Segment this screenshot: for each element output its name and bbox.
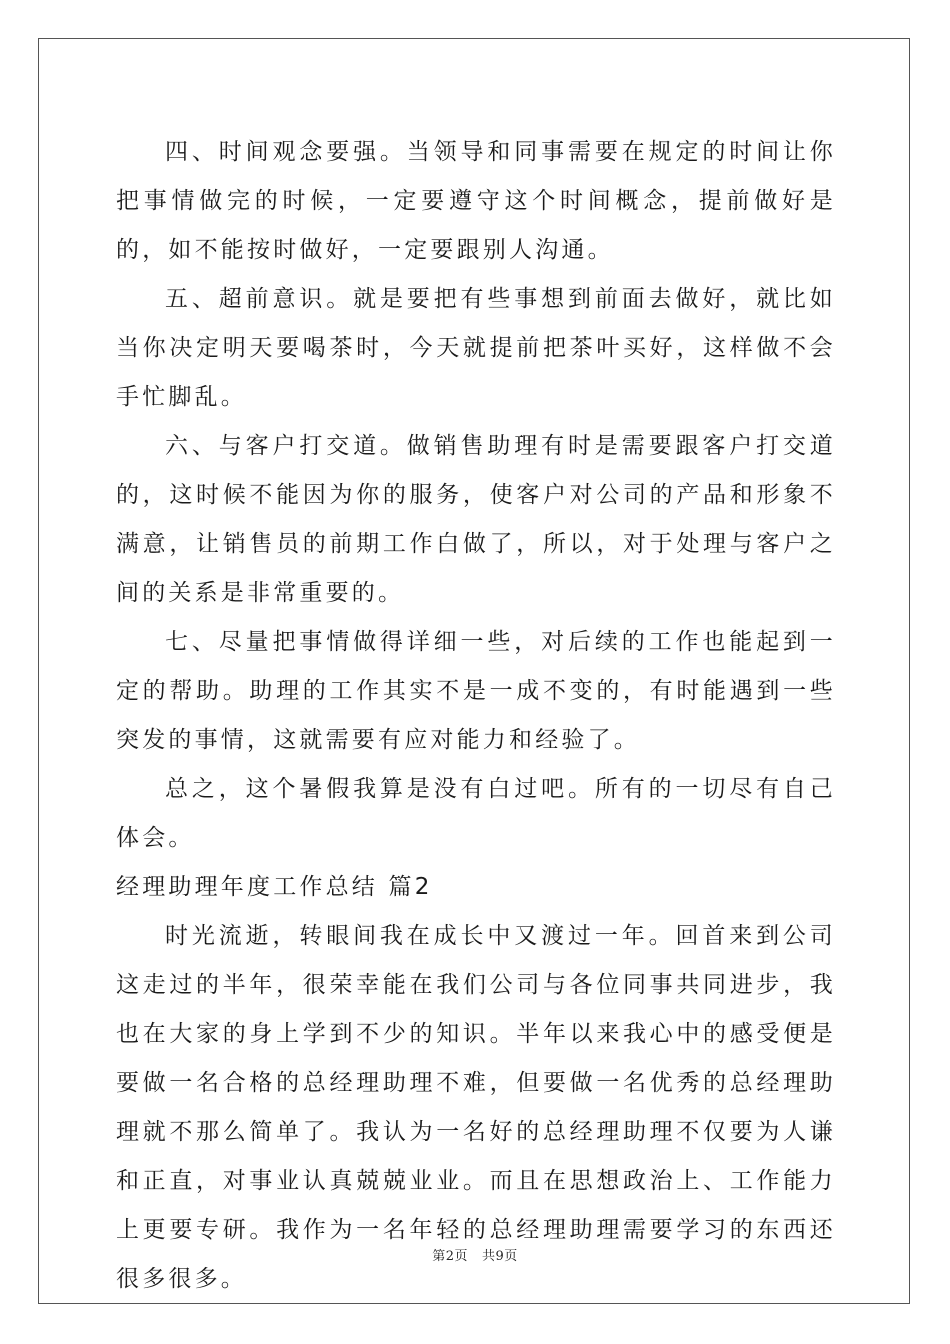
page-total: 共9页	[482, 1249, 518, 1264]
paragraph-7: 七、尽量把事情做得详细一些，对后续的工作也能起到一定的帮助。助理的工作其实不是一成不变的，有时能遇到一些突发的事情，这就需要有应对能力和经验了。	[116, 629, 836, 753]
paragraph-4: 四、时间观念要强。当领导和同事需要在规定的时间让你把事情做完的时候，一定要遵守这个时间概念，提前做好是的，如不能按时做好，一定要跟别人沟通。	[116, 139, 836, 263]
paragraph-6: 六、与客户打交道。做销售助理有时是需要跟客户打交道的，这时候不能因为你的服务，使客户对公司的产品和形象不满意，让销售员的前期工作白做了，所以，对于处理与客户之间的关系是非常重要的。	[116, 433, 836, 606]
section-heading: 经理助理年度工作总结 篇2	[116, 874, 433, 900]
page-footer	[0, 1245, 950, 1264]
paragraph-5: 五、超前意识。就是要把有些事想到前面去做好，就比如当你决定明天要喝茶时，今天就提前把茶叶买好，这样做不会手忙脚乱。	[116, 286, 836, 410]
section-paragraph: 时光流逝，转眼间我在成长中又渡过一年。回首来到公司这走过的半年，很荣幸能在我们公司与各位同事共同进步，我也在大家的身上学到不少的知识。半年以来我心中的感受便是要做一名合格的总经理助理不难，但要做一名优秀的总经理助理就不那么简单了。我认为一名好的总经理助理不仅要为人谦和正直，对事业认真兢兢业业。而且在思想政治上、工作能力上更要专研。我作为一名年轻的总经理助理需要学习的东西还很多很多。	[116, 923, 836, 1292]
document-body	[116, 128, 836, 1304]
page-number: 第2页	[432, 1249, 468, 1264]
paragraph-summary: 总之，这个暑假我算是没有白过吧。所有的一切尽有自己体会。	[116, 776, 836, 851]
